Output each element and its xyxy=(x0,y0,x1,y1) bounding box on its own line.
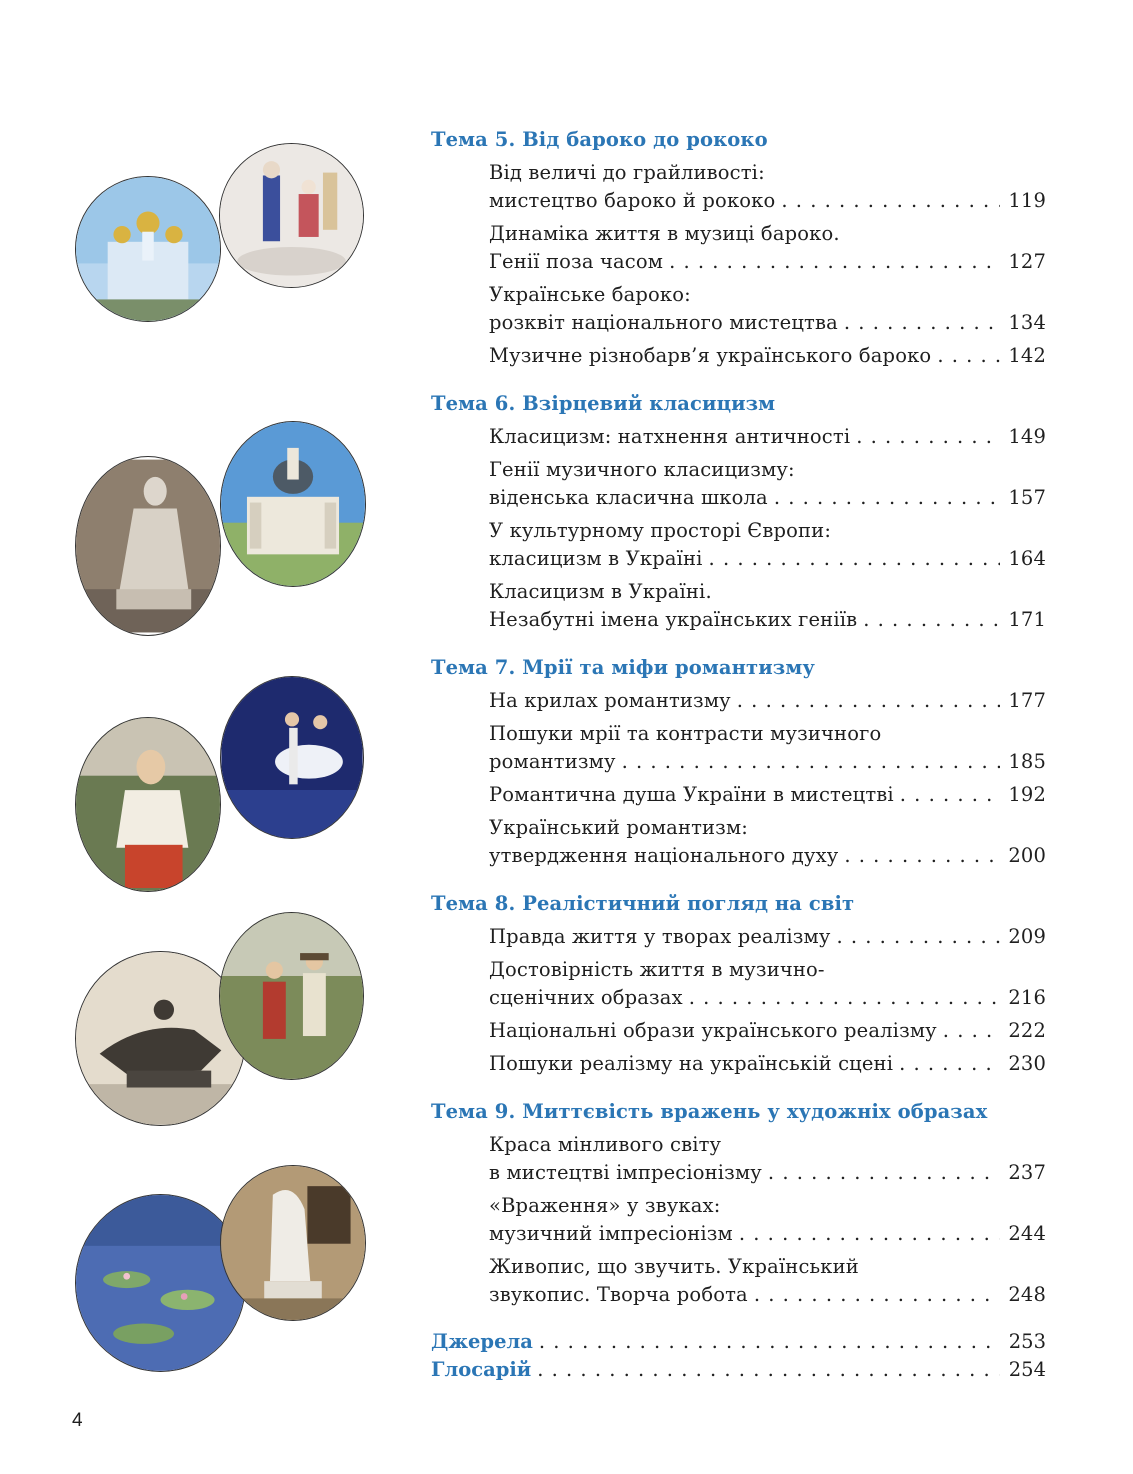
toc-section xyxy=(431,125,1046,370)
entry-title-line: Романтична душа України в мистецтві xyxy=(489,783,894,806)
entry-title-line: Музичне різнобарв’я українського бароко xyxy=(489,344,932,367)
entry-page-number: 171 xyxy=(1008,608,1046,631)
dot-leader xyxy=(899,1050,1000,1078)
entry-title-line: Класицизм: натхнення античності xyxy=(489,425,851,448)
toc-entry[interactable] xyxy=(489,1050,1046,1078)
entry-page-number: 248 xyxy=(1008,1283,1046,1306)
entry-page-number: 209 xyxy=(1008,925,1046,948)
toc-entry[interactable] xyxy=(489,1253,1046,1309)
entry-page-number: 164 xyxy=(1008,547,1046,570)
dot-leader xyxy=(774,484,1000,512)
theme-heading[interactable]: Тема 8. Реалістичний погляд на світ xyxy=(431,892,855,915)
dot-leader xyxy=(537,1356,1000,1384)
toc-entry[interactable] xyxy=(489,781,1046,809)
entry-page-number: 157 xyxy=(1008,486,1046,509)
entry-title-line: музичний імпресіонізм xyxy=(489,1222,733,1245)
entry-page-number: 192 xyxy=(1008,783,1046,806)
entry-title-line: Динаміка життя в музиці бароко. xyxy=(489,222,840,245)
toc-entry[interactable] xyxy=(489,342,1046,370)
entry-title-line: Незабутні імена українських геніїв xyxy=(489,608,858,631)
dot-leader xyxy=(669,248,1000,276)
dot-leader xyxy=(781,187,1000,215)
dot-leader xyxy=(539,1328,1000,1356)
entry-page-number: 222 xyxy=(1008,1019,1046,1042)
classical-sculpture-image xyxy=(75,456,221,636)
toc-entry[interactable] xyxy=(489,517,1046,573)
toc-entry[interactable] xyxy=(489,578,1046,634)
entry-title-line: Генії поза часом xyxy=(489,250,664,273)
theme-heading[interactable]: Тема 7. Мрії та міфи романтизму xyxy=(431,656,815,679)
toc-entry[interactable] xyxy=(489,423,1046,451)
rococo-porcelain-image xyxy=(219,143,364,288)
toc-entry[interactable] xyxy=(489,159,1046,215)
entry-title-line: Українське бароко: xyxy=(489,283,691,306)
appendix-entry[interactable] xyxy=(431,1356,1046,1384)
entry-title-line: «Враження» у звуках: xyxy=(489,1194,721,1217)
entry-title-line: утвердження національного духу xyxy=(489,844,839,867)
entry-title-line: Класицизм в Україні. xyxy=(489,580,712,603)
appendix-page-number: 253 xyxy=(1008,1330,1046,1353)
entry-title-line: Генії музичного класицизму: xyxy=(489,458,795,481)
entry-page-number: 177 xyxy=(1008,689,1046,712)
entry-title-line: розквіт національного мистецтва xyxy=(489,311,838,334)
entry-title-line: сценічних образах xyxy=(489,986,683,1009)
toc-entry[interactable] xyxy=(489,923,1046,951)
toc-entry[interactable] xyxy=(489,1017,1046,1045)
entry-page-number: 216 xyxy=(1008,986,1046,1009)
entry-page-number: 149 xyxy=(1008,425,1046,448)
table-of-contents xyxy=(431,125,1046,1384)
entry-title-line: Пошуки реалізму на українській сцені xyxy=(489,1052,894,1075)
odesa-cathedral-image xyxy=(220,421,366,587)
theme-heading[interactable]: Тема 6. Взірцевий класицизм xyxy=(431,392,776,415)
toc-section xyxy=(431,889,1046,1078)
appendix-entry[interactable] xyxy=(431,1328,1046,1356)
entry-title-line: На крилах романтизму xyxy=(489,689,731,712)
entry-title-line: Краса мінливого світу xyxy=(489,1133,722,1156)
theme-heading[interactable]: Тема 9. Миттєвість вражень у художніх образах xyxy=(431,1100,988,1123)
entry-title-line: мистецтво бароко й рококо xyxy=(489,189,776,212)
entry-title-line: романтизму xyxy=(489,750,616,773)
toc-entry[interactable] xyxy=(489,1192,1046,1248)
entry-page-number: 127 xyxy=(1008,250,1046,273)
dot-leader xyxy=(622,748,1000,776)
dot-leader xyxy=(863,606,1000,634)
entry-title-line: У культурному просторі Європи: xyxy=(489,519,832,542)
entry-page-number: 142 xyxy=(1008,344,1046,367)
water-lilies-image xyxy=(75,1194,246,1372)
toc-entry[interactable] xyxy=(489,281,1046,337)
romantic-painting-image xyxy=(75,717,221,892)
dot-leader xyxy=(856,423,1000,451)
entry-page-number: 134 xyxy=(1008,311,1046,334)
entry-page-number: 185 xyxy=(1008,750,1046,773)
toc-appendix xyxy=(431,1328,1046,1384)
dot-leader xyxy=(689,984,1000,1012)
dot-leader xyxy=(844,309,1000,337)
toc-entry[interactable] xyxy=(489,720,1046,776)
ballet-image xyxy=(220,676,364,839)
dot-leader xyxy=(844,842,1000,870)
baroque-cathedral-image xyxy=(75,176,221,322)
entry-page-number: 237 xyxy=(1008,1161,1046,1184)
theme-heading[interactable]: Тема 5. Від бароко до рококо xyxy=(431,128,768,151)
dot-leader xyxy=(836,923,1000,951)
dot-leader xyxy=(709,545,1000,573)
dot-leader xyxy=(739,1220,1000,1248)
toc-entry[interactable] xyxy=(489,687,1046,715)
entry-title-line: Достовірність життя в музично- xyxy=(489,958,825,981)
toc-section xyxy=(431,389,1046,634)
entry-title-line: Живопис, що звучить. Український xyxy=(489,1255,859,1278)
page-number: 4 xyxy=(72,1410,83,1431)
toc-section xyxy=(431,653,1046,870)
entry-title-line: Правда життя у творах реалізму xyxy=(489,925,831,948)
entry-title-line: Український романтизм: xyxy=(489,816,749,839)
entry-page-number: 244 xyxy=(1008,1222,1046,1245)
entry-title-line: класицизм в Україні xyxy=(489,547,703,570)
dot-leader xyxy=(737,687,1000,715)
entry-page-number: 119 xyxy=(1008,189,1046,212)
entry-page-number: 200 xyxy=(1008,844,1046,867)
entry-page-number: 230 xyxy=(1008,1052,1046,1075)
dot-leader xyxy=(768,1159,1000,1187)
entry-title-line: Національні образи українського реалізму xyxy=(489,1019,937,1042)
entry-title-line: в мистецтві імпресіонізму xyxy=(489,1161,762,1184)
toc-section xyxy=(431,1097,1046,1309)
entry-title-line: звукопис. Творча робота xyxy=(489,1283,748,1306)
realism-painting-image xyxy=(219,912,364,1080)
rodin-hands-image xyxy=(220,1165,366,1321)
toc-entry[interactable] xyxy=(489,814,1046,870)
appendix-page-number: 254 xyxy=(1008,1358,1046,1381)
dot-leader xyxy=(943,1017,1000,1045)
appendix-label: Глосарій xyxy=(431,1358,532,1381)
toc-entry[interactable] xyxy=(489,1131,1046,1187)
toc-entry[interactable] xyxy=(489,220,1046,276)
entry-title-line: Пошуки мрії та контрасти музичного xyxy=(489,722,882,745)
toc-entry[interactable] xyxy=(489,456,1046,512)
entry-title-line: Від величі до грайливості: xyxy=(489,161,765,184)
appendix-label: Джерела xyxy=(431,1330,533,1353)
dot-leader xyxy=(937,342,1000,370)
dot-leader xyxy=(900,781,1000,809)
dot-leader xyxy=(754,1281,1000,1309)
toc-entry[interactable] xyxy=(489,956,1046,1012)
entry-title-line: віденська класична школа xyxy=(489,486,768,509)
